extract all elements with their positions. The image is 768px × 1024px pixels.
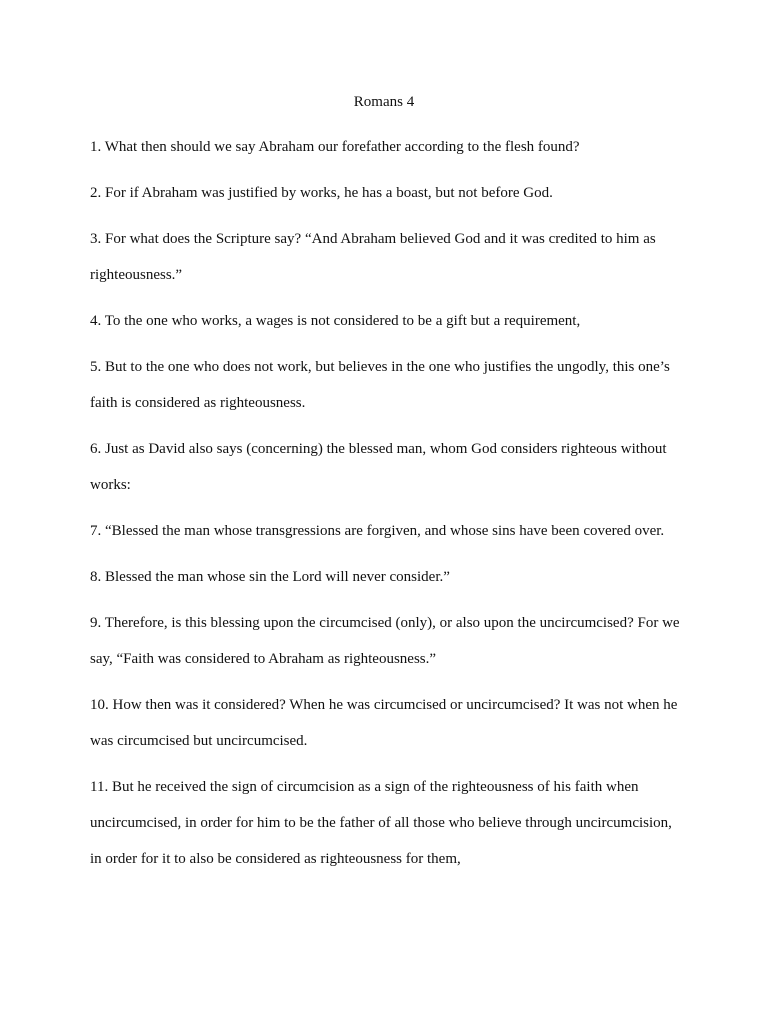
verse-list [90,129,680,887]
verse-5: 5. But to the one who does not work, but believes in the one who justifies the ungodly, this one’s faith is considered as righteousness. [90,359,670,411]
verse-11: 11. But he received the sign of circumcision as a sign of the righteousness of his faith when uncircumcised, in order for him to be the father of all those who believe through uncircumcision, in order for it to also be considered as righteousness for them, [90,779,672,867]
page-title: Romans 4 [353,94,415,110]
verse-1: 1. What then should we say Abraham our forefather according to the flesh found? [90,139,580,155]
verse-4: 4. To the one who works, a wages is not considered to be a gift but a requirement, [90,313,581,329]
verse-8: 8. Blessed the man whose sin the Lord will never consider.” [90,569,450,585]
verse-9: 9. Therefore, is this blessing upon the circumcised (only), or also upon the uncircumcised? For we say, “Faith was considered to Abraham as righteousness.” [90,615,680,667]
verse-2: 2. For if Abraham was justified by works, he has a boast, but not before God. [90,185,553,201]
verse-6: 6. Just as David also says (concerning) the blessed man, whom God considers righteous without works: [90,441,667,493]
verse-3: 3. For what does the Scripture say? “And Abraham believed God and it was credited to him as righteousness.” [90,231,656,283]
verse-7: 7. “Blessed the man whose transgressions are forgiven, and whose sins have been covered over. [90,523,665,539]
verse-10: 10. How then was it considered? When he was circumcised or uncircumcised? It was not when he was circumcised but uncircumcised. [90,697,678,749]
